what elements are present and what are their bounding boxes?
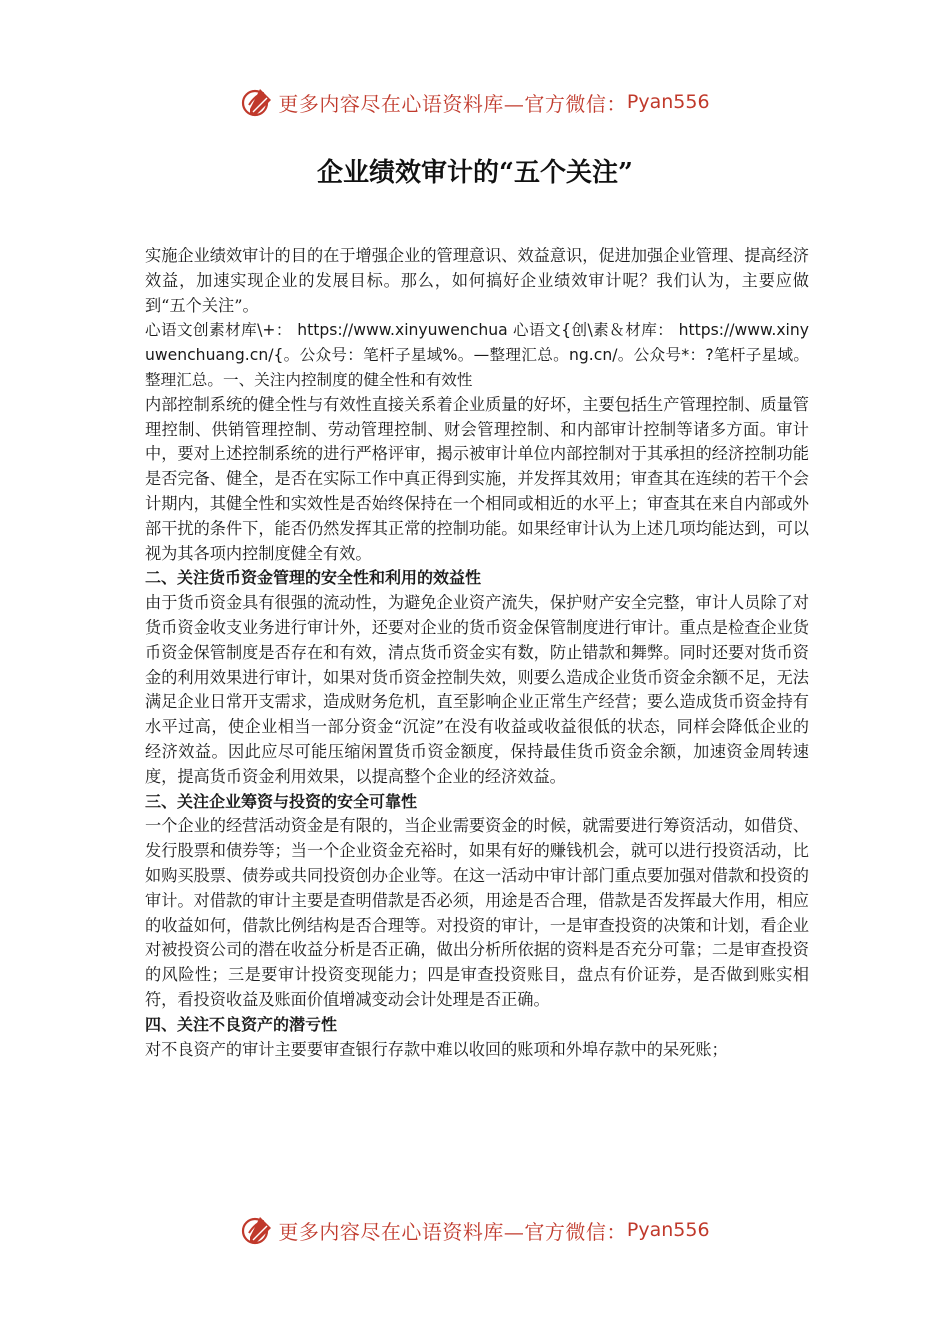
section4-heading: 四、关注不良资产的潜亏性 (145, 1014, 338, 1034)
section1-paragraph: 内部控制系统的健全性与有效性直接关系着企业质量的好坏，主要包括生产管理控制、质量管理控制、供销管理控制、劳动管理控制、财会管理控制、和内部审计控制等诸多方面。审计中，要对上述控制系统的进行严格评审，揭示被审计单位内部控制对于其承担的经济控制功能是否完备、健全，是否在实际工作中真正得到实施，并发挥其效用；审查其在连续的若干个会计期内，其健全性和实效性是否始终保持在一个相同或相近的水平上；审查其在来自内部或外部干扰的条件下，能否仍然发挥其正常的控制功能。如果经审计认为上述几项均能达到，可以视为其各项内控制度健全有效。 (145, 394, 809, 563)
banner-wechat-id: Pyan556 (626, 1219, 710, 1241)
pen-logo-icon (240, 85, 274, 119)
source-line: 心语文创素材库\+： https://www.xinyuwenchua 心语文{创\素＆材库： https://www.xinyuwenchuang.cn/{。公众号：笔杆子星域%。—整理汇总。ng.cn/。公众号*：?笔杆子星域。整理汇总。一、关注内控制度的健全性和有效性 (145, 321, 809, 389)
intro-paragraph: 实施企业绩效审计的目的在于增强企业的管理意识、效益意识，促进加强企业管理、提高经济效益，加速实现企业的发展目标。那么，如何搞好企业绩效审计呢？我们认为，主要应做到“五个关注”。 (145, 246, 809, 315)
banner-text: 更多内容尽在心语资料库—官方微信： (278, 91, 627, 116)
header-banner (0, 82, 950, 122)
section4-paragraph: 对不良资产的审计主要要审查银行存款中难以收回的账项和外埠存款中的呆死账； (145, 1039, 728, 1059)
section2-paragraph: 由于货币资金具有很强的流动性，为避免企业资产流失，保护财产安全完整，审计人员除了对货币资金收支业务进行审计外，还要对企业的货币资金保管制度进行审计。重点是检查企业货币资金保管制度是否存在和有效，清点货币资金实有数，防止错款和舞弊。同时还要对货币资金的利用效果进行审计，如果对货币资金控制失效，则要么造成企业货币资金余额不足，无法满足企业日常开支需求，造成财务危机，直至影响企业正常生产经营；要么造成货币资金持有水平过高，使企业相当一部分资金“沉淀”在没有收益或收益很低的状态，同样会降低企业的经济效益。因此应尽可能压缩闲置货币资金额度，保持最佳货币资金余额，加速资金周转速度，提高货币资金利用效果，以提高整个企业的经济效益。 (145, 593, 809, 786)
section3-heading: 三、关注企业筹资与投资的安全可靠性 (145, 791, 418, 811)
pen-logo-icon (240, 1213, 274, 1247)
section2-heading: 二、关注货币资金管理的安全性和利用的效益性 (145, 568, 482, 588)
page-title: 企业绩效审计的“五个关注” (317, 158, 633, 188)
banner-text: 更多内容尽在心语资料库—官方微信： (278, 1219, 627, 1244)
section3-paragraph: 一个企业的经营活动资金是有限的，当企业需要资金的时候，就需要进行筹资活动，如借贷、发行股票和债券等；当一个企业资金充裕时，如果有好的赚钱机会，就可以进行投资活动，比如购买股票、债券或共同投资创办企业等。在这一活动中审计部门重点要加强对借款和投资的审计。对借款的审计主要是查明借款是否必须，用途是否合理，借款是否发挥最大作用，相应的收益如何，借款比例结构是否合理等。对投资的审计，一是审查投资的决策和计划，看企业对被投资公司的潜在收益分析是否正确，做出分析所依据的资料是否充分可靠；二是审查投资的风险性；三是要审计投资变现能力；四是审查投资账目，盘点有价证券，是否做到账实相符，看投资收益及账面价值增减变动会计处理是否正确。 (145, 816, 809, 1009)
footer-banner (0, 1210, 950, 1250)
banner-wechat-id: Pyan556 (626, 91, 710, 113)
document-body (145, 244, 809, 1062)
